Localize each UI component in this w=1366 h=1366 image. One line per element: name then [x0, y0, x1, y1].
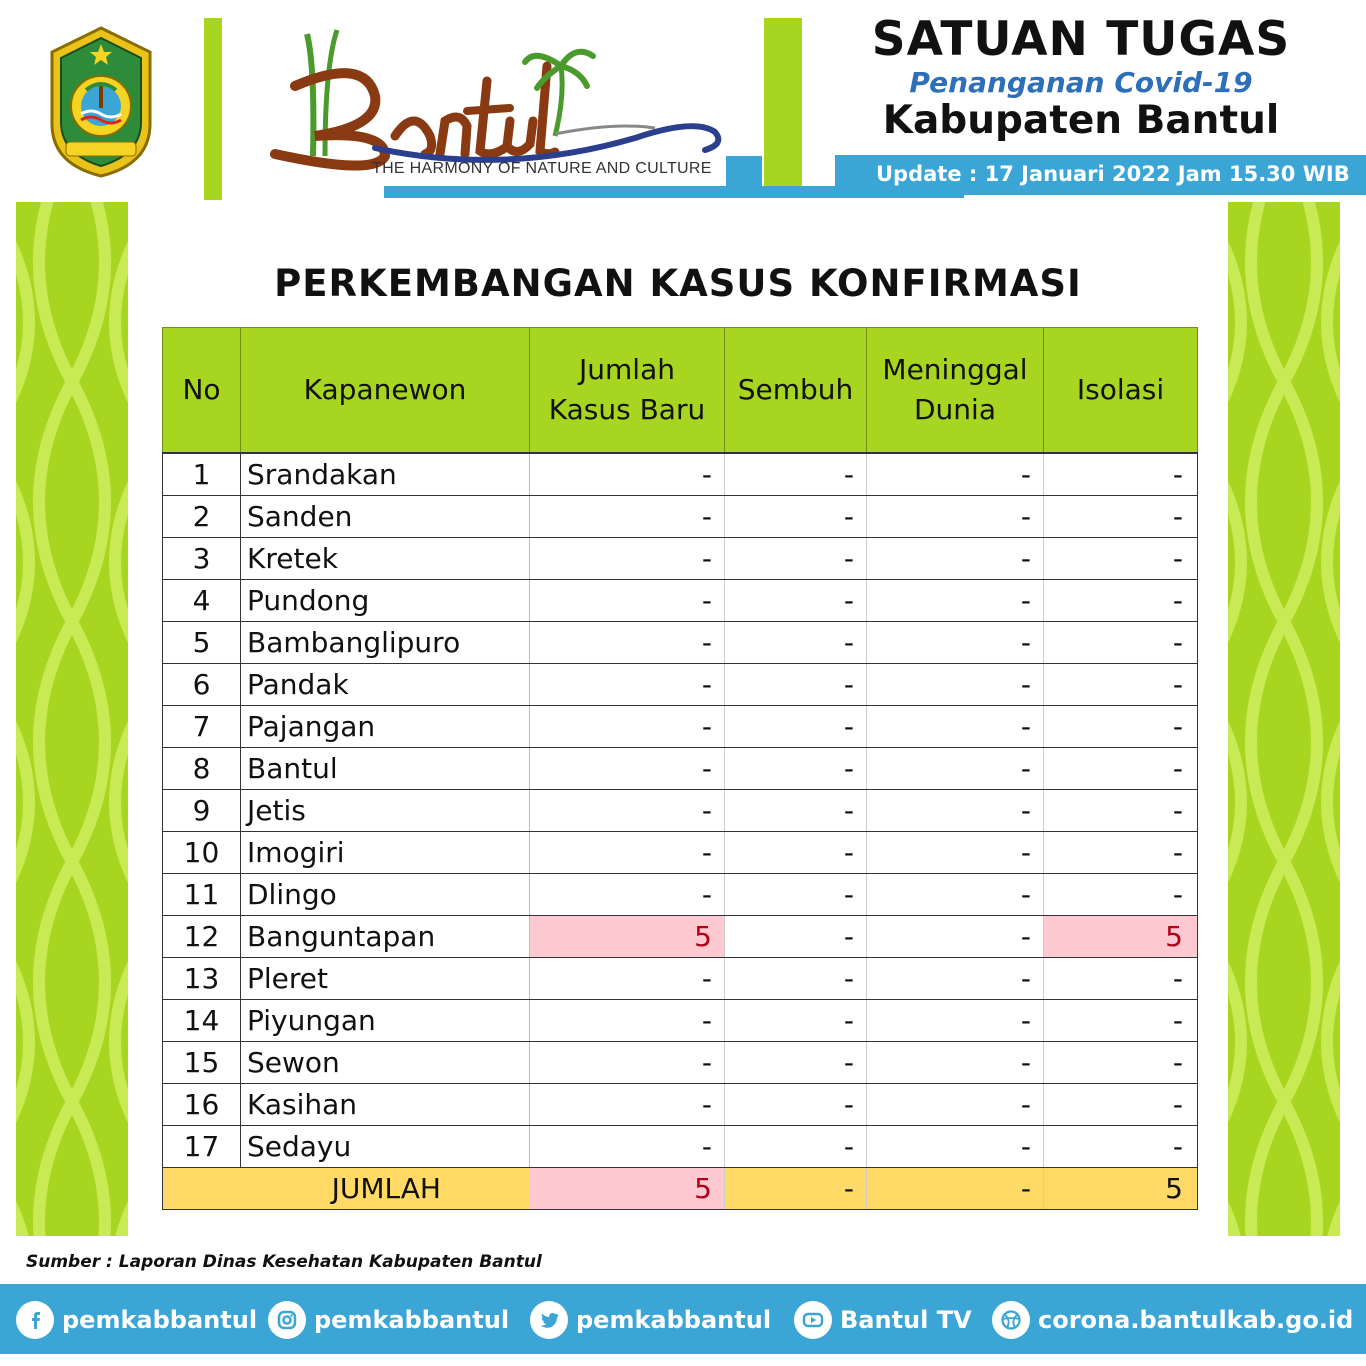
footer-youtube-label: Bantul TV [840, 1306, 972, 1334]
cell-meninggal: - [867, 832, 1044, 874]
cell-sembuh: - [725, 580, 867, 622]
cell-no: 17 [163, 1126, 241, 1168]
table-row [163, 453, 1198, 496]
youtube-icon [794, 1301, 832, 1339]
cell-sembuh: - [725, 453, 867, 496]
cell-isolasi: - [1044, 706, 1198, 748]
cell-kasus-baru: - [530, 748, 725, 790]
cell-isolasi: - [1044, 622, 1198, 664]
footer-youtube[interactable] [794, 1300, 972, 1340]
table-row [163, 706, 1198, 748]
facebook-icon [16, 1301, 54, 1339]
cell-sembuh: - [725, 622, 867, 664]
cell-meninggal: - [867, 1042, 1044, 1084]
regency-seal-logo [46, 24, 156, 180]
org-title: SATUAN TUGAS [871, 12, 1291, 67]
cell-kasus-baru: - [530, 1042, 725, 1084]
footer-facebook-label: pemkabbantul [62, 1306, 258, 1334]
cell-sembuh: - [725, 748, 867, 790]
cell-kapanewon: Pajangan [241, 706, 530, 748]
cell-no: 5 [163, 622, 241, 664]
total-sembuh: - [725, 1168, 867, 1210]
cell-meninggal: - [867, 1000, 1044, 1042]
cell-kapanewon: Banguntapan [241, 916, 530, 958]
header-green-divider [204, 18, 222, 200]
cell-meninggal: - [867, 538, 1044, 580]
cell-isolasi: - [1044, 496, 1198, 538]
cell-sembuh: - [725, 1126, 867, 1168]
cell-kasus-baru: - [530, 1084, 725, 1126]
table-row [163, 832, 1198, 874]
cell-sembuh: - [725, 958, 867, 1000]
table-row [163, 1000, 1198, 1042]
col-header-no: No [163, 328, 241, 454]
cell-meninggal: - [867, 874, 1044, 916]
total-meninggal: - [867, 1168, 1044, 1210]
update-timestamp: Update : 17 Januari 2022 Jam 15.30 WIB [876, 162, 1350, 186]
cell-no: 7 [163, 706, 241, 748]
cell-isolasi: - [1044, 1126, 1198, 1168]
cell-kasus-baru: - [530, 706, 725, 748]
col-header-meninggal-line1: Meninggal [882, 353, 1028, 386]
logo-tagline: THE HARMONY OF NATURE AND CULTURE [372, 160, 712, 177]
cell-kasus-baru: - [530, 453, 725, 496]
cell-kasus-baru: - [530, 790, 725, 832]
cell-meninggal: - [867, 790, 1044, 832]
table-row [163, 1126, 1198, 1168]
col-header-kapanewon: Kapanewon [241, 328, 530, 454]
cell-isolasi: - [1044, 958, 1198, 1000]
footer-instagram-label: pemkabbantul [314, 1306, 510, 1334]
footer-website[interactable] [992, 1300, 1353, 1340]
cell-kapanewon: Bantul [241, 748, 530, 790]
cell-meninggal: - [867, 748, 1044, 790]
total-kasus-baru: 5 [530, 1168, 725, 1210]
cell-no: 16 [163, 1084, 241, 1126]
cell-no: 14 [163, 1000, 241, 1042]
table-row [163, 748, 1198, 790]
cell-no: 15 [163, 1042, 241, 1084]
cell-isolasi: - [1044, 1084, 1198, 1126]
cell-sembuh: - [725, 1000, 867, 1042]
cell-no: 8 [163, 748, 241, 790]
table-row [163, 496, 1198, 538]
cell-sembuh: - [725, 664, 867, 706]
cell-meninggal: - [867, 496, 1044, 538]
cell-isolasi: - [1044, 790, 1198, 832]
cell-kapanewon: Pandak [241, 664, 530, 706]
cell-sembuh: - [725, 706, 867, 748]
cell-meninggal: - [867, 1126, 1044, 1168]
cell-kapanewon: Kasihan [241, 1084, 530, 1126]
col-header-meninggal [867, 328, 1044, 454]
instagram-icon [268, 1301, 306, 1339]
cell-sembuh: - [725, 538, 867, 580]
table-row [163, 790, 1198, 832]
cell-kasus-baru: - [530, 496, 725, 538]
cell-kapanewon: Imogiri [241, 832, 530, 874]
cell-sembuh: - [725, 916, 867, 958]
cell-kasus-baru: - [530, 958, 725, 1000]
cell-kapanewon: Sanden [241, 496, 530, 538]
cell-meninggal: - [867, 622, 1044, 664]
footer-instagram[interactable] [268, 1300, 509, 1340]
cell-isolasi: - [1044, 664, 1198, 706]
col-header-meninggal-line2: Dunia [914, 393, 996, 426]
cell-kasus-baru: - [530, 664, 725, 706]
cell-sembuh: - [725, 1042, 867, 1084]
cell-isolasi: 5 [1044, 916, 1198, 958]
table-row [163, 580, 1198, 622]
case-table [162, 327, 1198, 1210]
cell-sembuh: - [725, 790, 867, 832]
cell-sembuh: - [725, 832, 867, 874]
table-row [163, 1042, 1198, 1084]
cell-no: 9 [163, 790, 241, 832]
cell-kasus-baru: - [530, 622, 725, 664]
cell-no: 2 [163, 496, 241, 538]
cell-no: 13 [163, 958, 241, 1000]
cell-isolasi: - [1044, 832, 1198, 874]
cell-isolasi: - [1044, 748, 1198, 790]
cell-meninggal: - [867, 664, 1044, 706]
cell-isolasi: - [1044, 874, 1198, 916]
header-green-divider [764, 18, 802, 190]
col-header-kasus-baru-line2: Kasus Baru [548, 393, 706, 426]
cell-meninggal: - [867, 916, 1044, 958]
cell-sembuh: - [725, 496, 867, 538]
org-region: Kabupaten Bantul [882, 98, 1280, 143]
cell-isolasi: - [1044, 1000, 1198, 1042]
cell-kapanewon: Sedayu [241, 1126, 530, 1168]
cell-kasus-baru: - [530, 874, 725, 916]
footer-twitter-label: pemkabbantul [576, 1306, 772, 1334]
cell-kapanewon: Pleret [241, 958, 530, 1000]
org-subtitle: Penanganan Covid-19 [909, 66, 1253, 99]
total-label: JUMLAH [163, 1168, 530, 1210]
table-row [163, 958, 1198, 1000]
footer-facebook[interactable] [16, 1300, 257, 1340]
cell-sembuh: - [725, 1084, 867, 1126]
cell-isolasi: - [1044, 580, 1198, 622]
table-row [163, 622, 1198, 664]
col-header-kasus-baru-line1: Jumlah [579, 353, 675, 386]
table-header-row [163, 328, 1198, 454]
cell-kapanewon: Sewon [241, 1042, 530, 1084]
cell-kasus-baru: - [530, 832, 725, 874]
web-icon [992, 1301, 1030, 1339]
cell-meninggal: - [867, 958, 1044, 1000]
cell-kapanewon: Srandakan [241, 453, 530, 496]
cell-meninggal: - [867, 580, 1044, 622]
source-note: Sumber : Laporan Dinas Kesehatan Kabupaten Bantul [26, 1252, 542, 1272]
total-row [163, 1168, 1198, 1210]
cell-kapanewon: Bambanglipuro [241, 622, 530, 664]
col-header-sembuh: Sembuh [725, 328, 867, 454]
cell-no: 12 [163, 916, 241, 958]
table-row [163, 1084, 1198, 1126]
cell-kapanewon: Piyungan [241, 1000, 530, 1042]
table-row [163, 538, 1198, 580]
cell-kapanewon: Kretek [241, 538, 530, 580]
page-title: PERKEMBANGAN KASUS KONFIRMASI [274, 262, 1082, 305]
right-decorative-pattern [1228, 202, 1340, 1236]
cell-sembuh: - [725, 874, 867, 916]
col-header-kasus-baru [530, 328, 725, 454]
cell-meninggal: - [867, 453, 1044, 496]
footer-website-label: corona.bantulkab.go.id [1038, 1306, 1354, 1334]
cell-meninggal: - [867, 706, 1044, 748]
cell-isolasi: - [1044, 1042, 1198, 1084]
cell-isolasi: - [1044, 538, 1198, 580]
cell-no: 10 [163, 832, 241, 874]
cell-kapanewon: Dlingo [241, 874, 530, 916]
cell-kapanewon: Pundong [241, 580, 530, 622]
cell-kapanewon: Jetis [241, 790, 530, 832]
cell-kasus-baru: - [530, 538, 725, 580]
cell-meninggal: - [867, 1084, 1044, 1126]
cell-kasus-baru: - [530, 580, 725, 622]
header [0, 0, 1366, 200]
table-row [163, 664, 1198, 706]
cell-isolasi: - [1044, 453, 1198, 496]
col-header-isolasi: Isolasi [1044, 328, 1198, 454]
twitter-icon [530, 1301, 568, 1339]
cell-kasus-baru: 5 [530, 916, 725, 958]
cell-kasus-baru: - [530, 1126, 725, 1168]
total-isolasi: 5 [1044, 1168, 1198, 1210]
table-row [163, 874, 1198, 916]
cell-kasus-baru: - [530, 1000, 725, 1042]
footer-twitter[interactable] [530, 1300, 771, 1340]
cell-no: 11 [163, 874, 241, 916]
cell-no: 1 [163, 453, 241, 496]
cell-no: 4 [163, 580, 241, 622]
left-decorative-pattern [16, 202, 128, 1236]
cell-no: 6 [163, 664, 241, 706]
table-row [163, 916, 1198, 958]
cell-no: 3 [163, 538, 241, 580]
